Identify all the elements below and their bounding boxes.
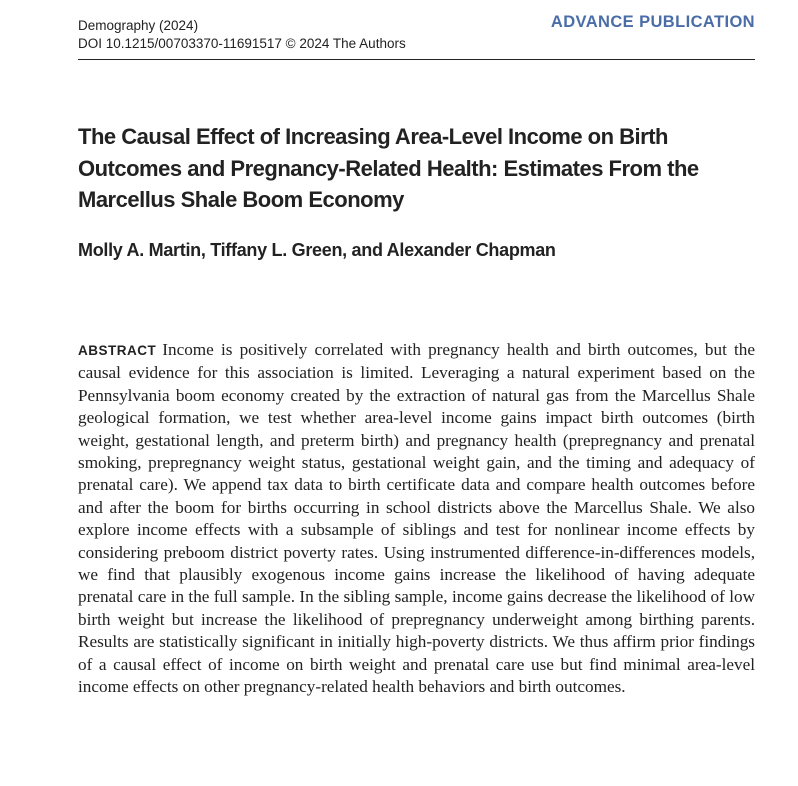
journal-name: Demography (2024) [78,18,199,33]
advance-publication-badge: ADVANCE PUBLICATION [550,13,755,31]
abstract [78,339,755,699]
header-divider [78,59,755,60]
abstract-text: Income is positively correlated with pregnancy health and birth outcomes, but the causal evidence for this association is limited. Leveraging a natural experiment based on the Pennsylvania boom economy created by the extraction of natural gas from the Marcellus Shale geological formation, we test whether area-level income gains impact birth outcomes (birth weight, gestational length, and preterm birth) and pregnancy health (prepregnancy and prenatal smoking, prepregnancy weight status, gestational weight gain, and the timing and adequacy of prenatal care). We append tax data to birth certificate data and compare health outcomes before and after the boom for births occurring in school districts above the Marcellus Shale. We also explore income effects with a subsample of siblings and test for nonlinear income effects by considering preboom district poverty rates. Using instrumented difference-in-differences models, we find that plausibly exogenous income gains increase the likelihood of having adequate prenatal care in the full sample. In the sibling sample, income gains decrease the likelihood of low birth weight but increase the likelihood of prepregnancy underweight among birthing parents. Results are statistically significant in initially high-poverty districts. We thus affirm prior findings of a causal effect of income on birth weight and prenatal care use but find minimal area-level income effects on other pregnancy-related health behaviors and birth outcomes. [78,340,755,697]
article-authors: Molly A. Martin, Tiffany L. Green, and Alexander Chapman [78,240,556,260]
journal-header [78,17,406,53]
abstract-label: ABSTRACT [78,343,157,358]
article-title: The Causal Effect of Increasing Area-Level Income on Birth Outcomes and Pregnancy-Related Health: Estimates From the Marcellus Shale Boom Economy [78,124,699,212]
doi-line: DOI 10.1215/00703370-11691517 © 2024 The Authors [78,36,406,51]
